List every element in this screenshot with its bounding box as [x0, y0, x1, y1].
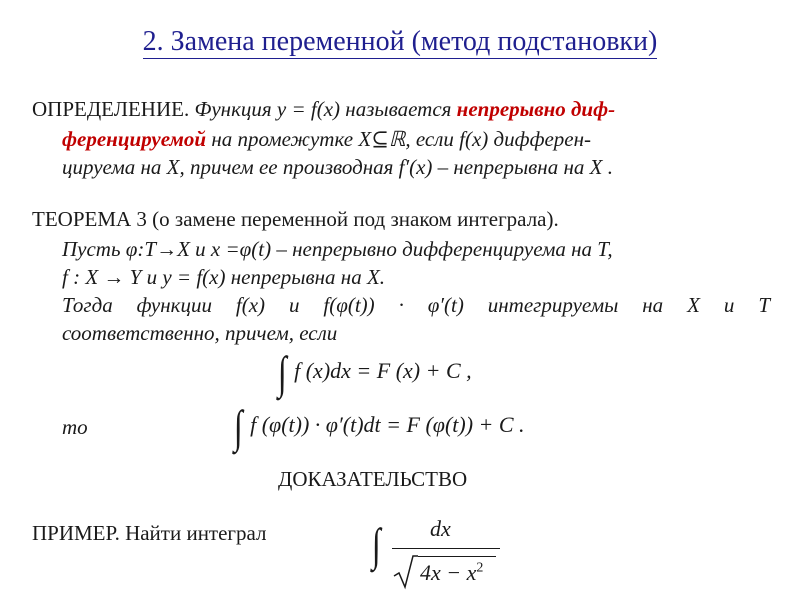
fraction-denominator	[420, 560, 483, 586]
integral-sign: ∫	[277, 347, 287, 398]
fraction-numerator: dx	[430, 516, 451, 541]
example-integral	[370, 516, 510, 594]
sqrt-sign	[392, 554, 418, 590]
integral-sign: ∫	[233, 401, 243, 452]
definition-label: ОПРЕДЕЛЕНИЕ.	[32, 97, 190, 121]
formula-substitution-text: f (φ(t)) · φ′(t)dt = F (φ(t)) + C .	[250, 412, 525, 438]
integral-sign: ∫	[371, 519, 381, 570]
definition-text-1: Функция y = f(x) называется	[189, 97, 457, 121]
slide-title	[0, 26, 800, 58]
formula-antiderivative-text: f (x)dx = F (x) + C ,	[294, 358, 472, 384]
theorem-line-3: Тогда функции f(x) и f(φ(t)) · φ′(t) интегрируемы на X и T	[62, 293, 770, 317]
example-label: ПРИМЕР. Найти интеграл	[32, 521, 267, 545]
formula-substitution	[232, 401, 525, 452]
theorem-line-2: f : X → Y и y = f(x) непрерывна на X.	[62, 265, 386, 289]
denominator-text: 4x − x	[420, 560, 477, 585]
slide-title-text: 2. Замена переменной (метод подстановки)	[142, 26, 658, 57]
denominator-exponent: 2	[476, 560, 484, 576]
definition-term-2: ференцируемой	[62, 127, 207, 151]
fraction-bar	[392, 548, 500, 549]
definition-term-1: непрерывно диф-	[456, 97, 616, 121]
formula-antiderivative	[276, 347, 472, 398]
definition-text-2: на промежутке X⊆ℝ, если f(x) дифферен-	[206, 127, 592, 151]
definition-line-2	[62, 124, 770, 154]
proof-label: ДОКАЗАТЕЛЬСТВО	[278, 467, 468, 491]
theorem-line-4: соответственно, причем, если	[62, 321, 338, 345]
definition-line-1	[32, 94, 770, 124]
theorem-line-1: Пусть φ:T→X и x =φ(t) – непрерывно дифференцируема на T,	[62, 237, 613, 261]
sqrt-overline	[418, 556, 496, 557]
definition-line-3: цируема на X, причем ее производная f′(x) – непрерывна на X .	[62, 155, 613, 179]
theorem-heading: ТЕОРЕМА 3 (о замене переменной под знаком интеграла).	[32, 207, 559, 231]
then-word: то	[62, 415, 88, 439]
